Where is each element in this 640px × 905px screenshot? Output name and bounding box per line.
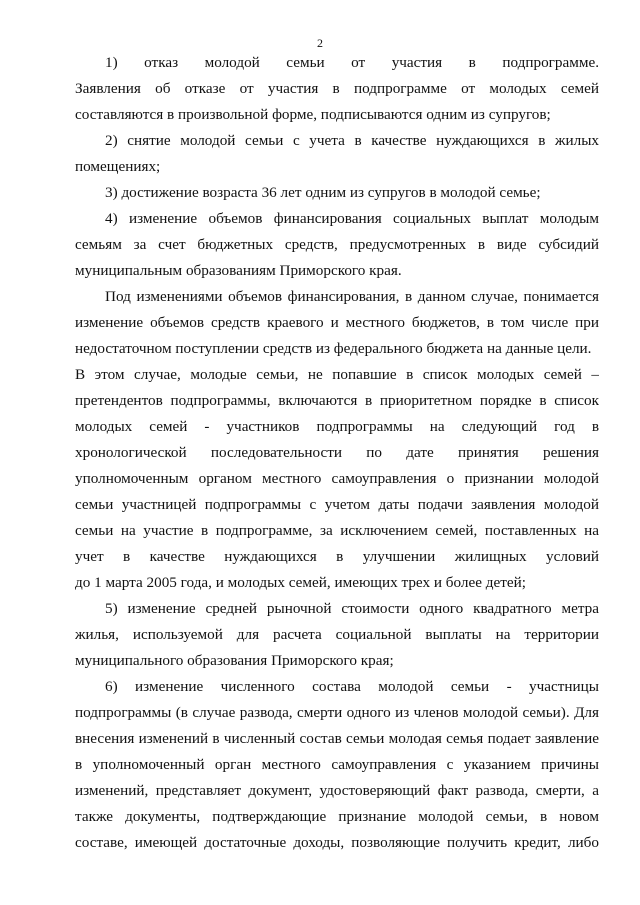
paragraph-line: до 1 марта 2005 года, и молодых семей, имеющих трех и более детей;: [75, 574, 526, 591]
paragraph-line: также документы, подтверждающие признание молодой семьи, в новом: [75, 808, 599, 825]
paragraph-4: [75, 206, 599, 284]
paragraph-line: муниципального образования Приморского края;: [75, 652, 394, 669]
paragraph-1: [75, 50, 599, 128]
paragraph-line: 3) достижение возраста 36 лет одним из супругов в молодой семье;: [105, 184, 541, 201]
paragraph-line: семьям за счет бюджетных средств, предусмотренных в виде субсидий: [75, 236, 599, 253]
paragraph-7: [75, 674, 599, 856]
paragraph-line: изменение объемов средств краевого и местного бюджетов, в том числе при: [75, 314, 599, 331]
paragraph-3: [75, 180, 599, 206]
paragraph-line: подпрограммы (в случае развода, смерти одного из членов молодой семьи). Для: [75, 704, 599, 721]
paragraph-line: жилья, используемой для расчета социальной выплаты на территории: [75, 626, 599, 643]
paragraph-line: Под изменениями объемов финансирования, в данном случае, понимается: [105, 288, 599, 305]
paragraph-line: помещениях;: [75, 158, 161, 175]
paragraph-line: семьи участницей подпрограммы с учетом даты подачи заявления молодой: [75, 496, 599, 513]
paragraph-line: в уполномоченный орган местного самоуправления с указанием причины: [75, 756, 599, 773]
paragraph-line: уполномоченным органом местного самоуправления о признании молодой: [75, 470, 599, 487]
paragraph-line: претендентов подпрограммы, включаются в приоритетном порядке в список: [75, 392, 599, 409]
paragraph-line: 4) изменение объемов финансирования социальных выплат молодым: [105, 210, 599, 227]
paragraph-line: 5) изменение средней рыночной стоимости одного квадратного метра: [105, 600, 599, 617]
paragraph-5: [75, 284, 599, 596]
paragraph-line: муниципальным образованиям Приморского края.: [75, 262, 402, 279]
paragraph-line: составляются в произвольной форме, подписываются одним из супругов;: [75, 106, 551, 123]
paragraph-6: [75, 596, 599, 674]
paragraph-line: 1) отказ молодой семьи от участия в подпрограмме.: [105, 54, 599, 71]
page-number: 2: [317, 36, 323, 50]
paragraph-line: молодых семей - участников подпрограммы на следующий год в: [75, 418, 599, 435]
paragraph-line: изменений, представляет документ, удостоверяющий факт развода, смерти, а: [75, 782, 599, 799]
paragraph-line: семьи на участие в подпрограмме, за исключением семей, поставленных на: [75, 522, 599, 539]
paragraph-2: [75, 128, 599, 180]
paragraph-line: составе, имеющей достаточные доходы, позволяющие получить кредит, либо: [75, 834, 599, 851]
paragraph-line: хронологической последовательности по дате принятия решения: [75, 444, 599, 461]
paragraph-line: В этом случае, молодые семьи, не попавшие в список молодых семей –: [75, 366, 599, 383]
paragraph-line: 6) изменение численного состава молодой семьи - участницы: [105, 678, 599, 695]
paragraph-line: Заявления об отказе от участия в подпрограмме от молодых семей: [75, 80, 599, 97]
paragraph-line: 2) снятие молодой семьи с учета в качестве нуждающихся в жилых: [105, 132, 599, 149]
paragraph-line: учет в качестве нуждающихся в улучшении жилищных условий: [75, 548, 599, 565]
paragraph-line: внесения изменений в численный состав семьи молодая семья подает заявление: [75, 730, 599, 747]
paragraph-line: недостаточном поступлении средств из федерального бюджета на данные цели.: [75, 340, 592, 357]
